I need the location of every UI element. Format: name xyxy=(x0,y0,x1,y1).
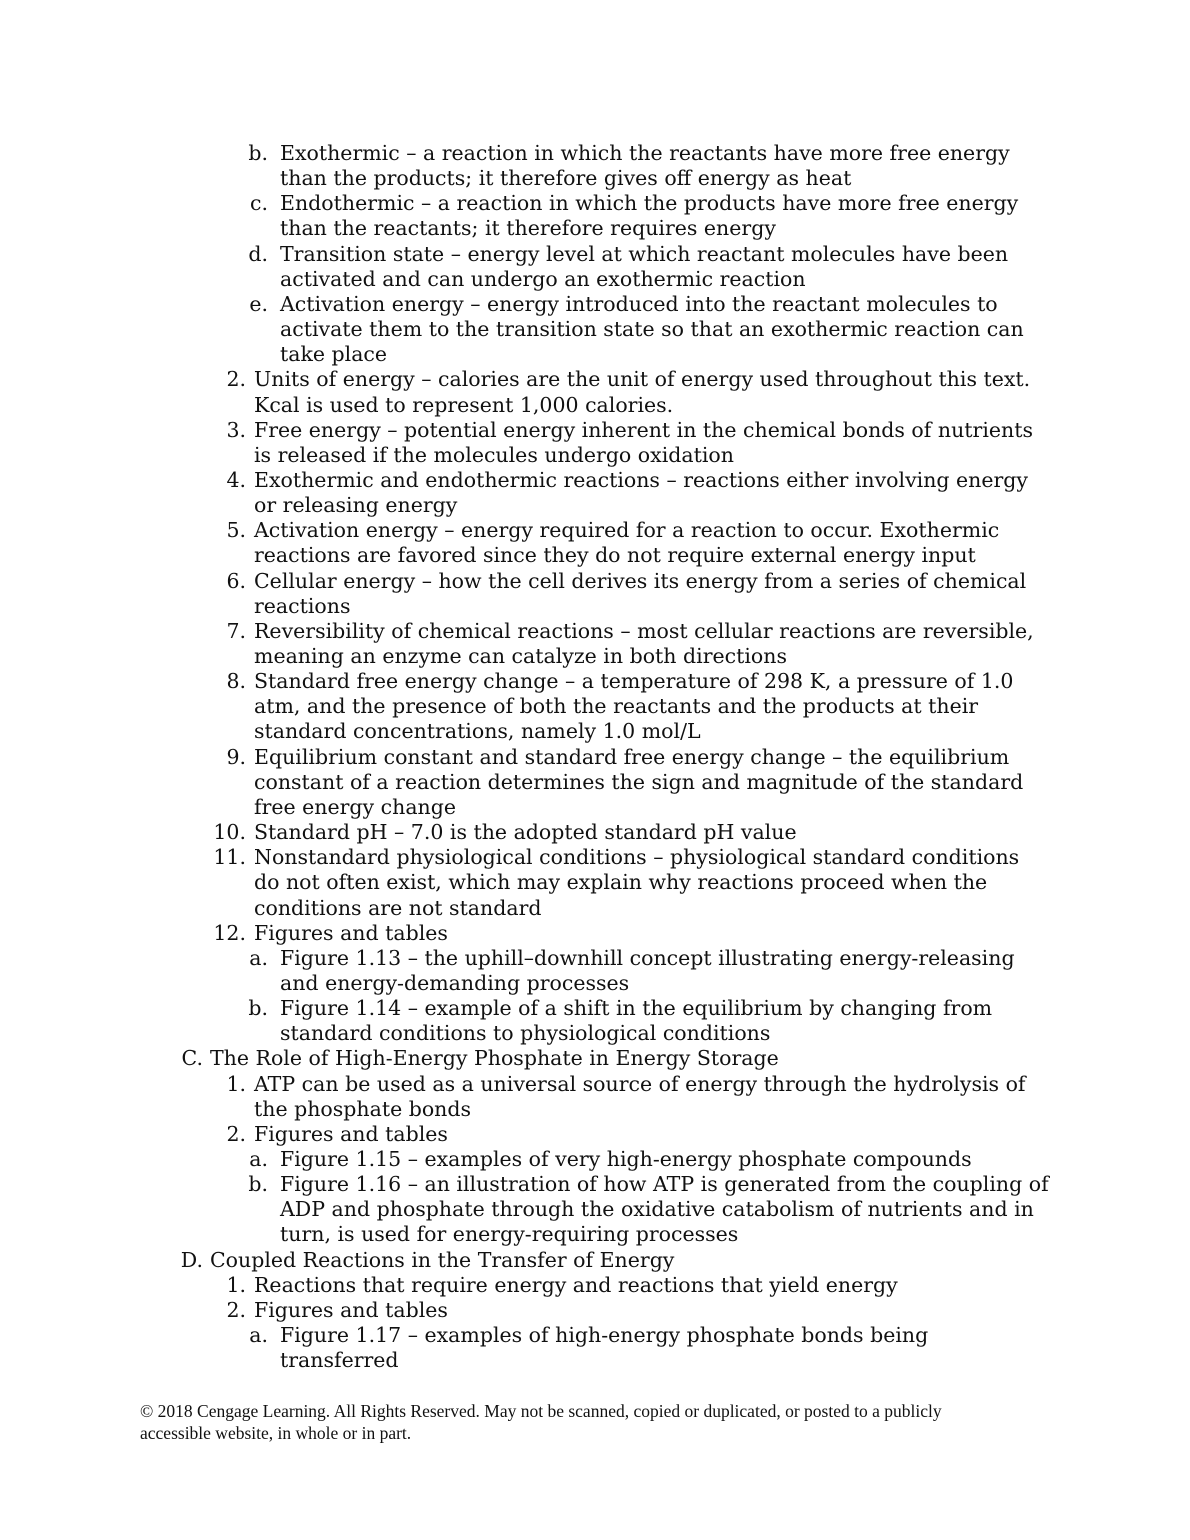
outline-text: reactions xyxy=(254,593,351,618)
outline-marker: 2. xyxy=(226,1121,246,1146)
outline-text: the phosphate bonds xyxy=(254,1096,472,1121)
outline-text: transferred xyxy=(280,1348,399,1373)
outline-marker: a. xyxy=(249,1323,268,1348)
outline-text: reactions are favored since they do not require external energy input xyxy=(254,543,976,568)
outline-text: Nonstandard physiological conditions – physiological standard conditions xyxy=(254,845,1020,870)
footer-line-1: © 2018 Cengage Learning. All Rights Reserved. May not be scanned, copied or duplicated, or posted to a publicly xyxy=(140,1401,942,1421)
outline-text: turn, is used for energy-requiring processes xyxy=(280,1222,739,1247)
outline-text: ADP and phosphate through the oxidative catabolism of nutrients and in xyxy=(280,1197,1034,1222)
outline-text: The Role of High-Energy Phosphate in Energy Storage xyxy=(210,1046,779,1071)
outline-text: Figure 1.14 – example of a shift in the equilibrium by changing from xyxy=(280,996,993,1021)
outline-marker: D. xyxy=(180,1247,203,1272)
outline-marker: 7. xyxy=(226,618,246,643)
outline-text: conditions are not standard xyxy=(254,895,542,920)
outline-text: Reactions that require energy and reactions that yield energy xyxy=(254,1272,898,1297)
outline-marker: C. xyxy=(181,1046,203,1071)
outline-text: free energy change xyxy=(254,794,457,819)
outline-text: standard concentrations, namely 1.0 mol/L xyxy=(254,719,701,744)
outline-text: constant of a reaction determines the sign and magnitude of the standard xyxy=(254,769,1024,794)
outline-text: Units of energy – calories are the unit of energy used throughout this text. xyxy=(254,367,1031,392)
outline-text: than the products; it therefore gives off energy as heat xyxy=(280,166,852,191)
outline-text: standard conditions to physiological conditions xyxy=(280,1021,771,1046)
outline-text: Figure 1.15 – examples of very high-energy phosphate compounds xyxy=(280,1147,972,1171)
outline-text: Figure 1.13 – the uphill–downhill concept illustrating energy-releasing xyxy=(280,945,1015,970)
outline-text: Activation energy – energy required for a reaction to occur. Exothermic xyxy=(254,518,1000,543)
outline-text: Transition state – energy level at which reactant molecules have been xyxy=(280,241,1009,266)
outline-text: Exothermic – a reaction in which the reactants have more free energy xyxy=(280,141,1010,165)
outline-marker: c. xyxy=(250,191,268,216)
footer-line-2: accessible website, in whole or in part. xyxy=(140,1423,412,1443)
outline-marker: 11. xyxy=(213,845,246,870)
outline-text: ATP can be used as a universal source of energy through the hydrolysis of xyxy=(254,1071,1026,1096)
outline-text: meaning an enzyme can catalyze in both directions xyxy=(254,644,787,668)
outline-text: Figure 1.17 – examples of high-energy phosphate bonds being xyxy=(280,1323,929,1348)
outline-text: Equilibrium constant and standard free energy change – the equilibrium xyxy=(254,744,1010,769)
outline-marker: b. xyxy=(248,1172,268,1197)
outline-marker: 8. xyxy=(226,669,246,694)
outline-marker: d. xyxy=(248,241,268,266)
outline-text: Cellular energy – how the cell derives its energy from a series of chemical xyxy=(254,568,1027,593)
outline-text: Kcal is used to represent 1,000 calories. xyxy=(254,392,674,417)
outline-text: Free energy – potential energy inherent in the chemical bonds of nutrients xyxy=(254,417,1033,442)
outline-text: Standard pH – 7.0 is the adopted standard pH value xyxy=(254,820,797,845)
outline-marker: 3. xyxy=(226,417,246,442)
outline-marker: 6. xyxy=(226,568,246,593)
outline-marker: 12. xyxy=(213,920,246,945)
outline-marker: a. xyxy=(249,1147,268,1171)
outline-text: and energy-demanding processes xyxy=(280,970,630,995)
outline-marker: 4. xyxy=(226,467,246,492)
outline-marker: a. xyxy=(249,945,268,970)
outline-text: Exothermic and endothermic reactions – reactions either involving energy xyxy=(254,467,1029,492)
outline-text: than the reactants; it therefore requires energy xyxy=(280,216,776,241)
outline-text: Figure 1.16 – an illustration of how ATP is generated from the coupling of xyxy=(280,1172,1049,1197)
outline-text: Figures and tables xyxy=(254,1121,448,1146)
outline-text: Activation energy – energy introduced into the reactant molecules to xyxy=(280,291,998,316)
outline-marker: 1. xyxy=(226,1272,246,1297)
copyright-footer xyxy=(140,1400,1060,1444)
outline-text: take place xyxy=(280,342,388,367)
outline-text: activate them to the transition state so that an exothermic reaction can xyxy=(280,317,1024,342)
outline-text: Standard free energy change – a temperature of 298 K, a pressure of 1.0 xyxy=(254,669,1014,694)
outline-marker: 5. xyxy=(226,518,246,543)
outline-text: Coupled Reactions in the Transfer of Energy xyxy=(210,1247,675,1272)
outline-text: Figures and tables xyxy=(254,920,448,945)
outline-marker: 2. xyxy=(226,1297,246,1322)
outline-marker: 10. xyxy=(213,820,246,845)
outline-marker: 1. xyxy=(226,1071,246,1096)
outline-text: or releasing energy xyxy=(254,493,458,518)
outline-marker: 9. xyxy=(226,744,246,769)
outline-text: atm, and the presence of both the reactants and the products at their xyxy=(254,694,979,719)
outline-text: Figures and tables xyxy=(254,1297,448,1322)
outline-text: Endothermic – a reaction in which the products have more free energy xyxy=(280,191,1019,216)
outline-marker: 2. xyxy=(226,367,246,392)
outline-text: Reversibility of chemical reactions – most cellular reactions are reversible, xyxy=(254,618,1034,643)
outline-marker: b. xyxy=(248,141,268,165)
outline-marker: e. xyxy=(249,291,268,316)
outline-text: do not often exist, which may explain why reactions proceed when the xyxy=(254,870,988,895)
outline-text: activated and can undergo an exothermic reaction xyxy=(280,266,806,291)
outline-marker: b. xyxy=(248,996,268,1021)
outline-text: is released if the molecules undergo oxidation xyxy=(254,442,734,467)
